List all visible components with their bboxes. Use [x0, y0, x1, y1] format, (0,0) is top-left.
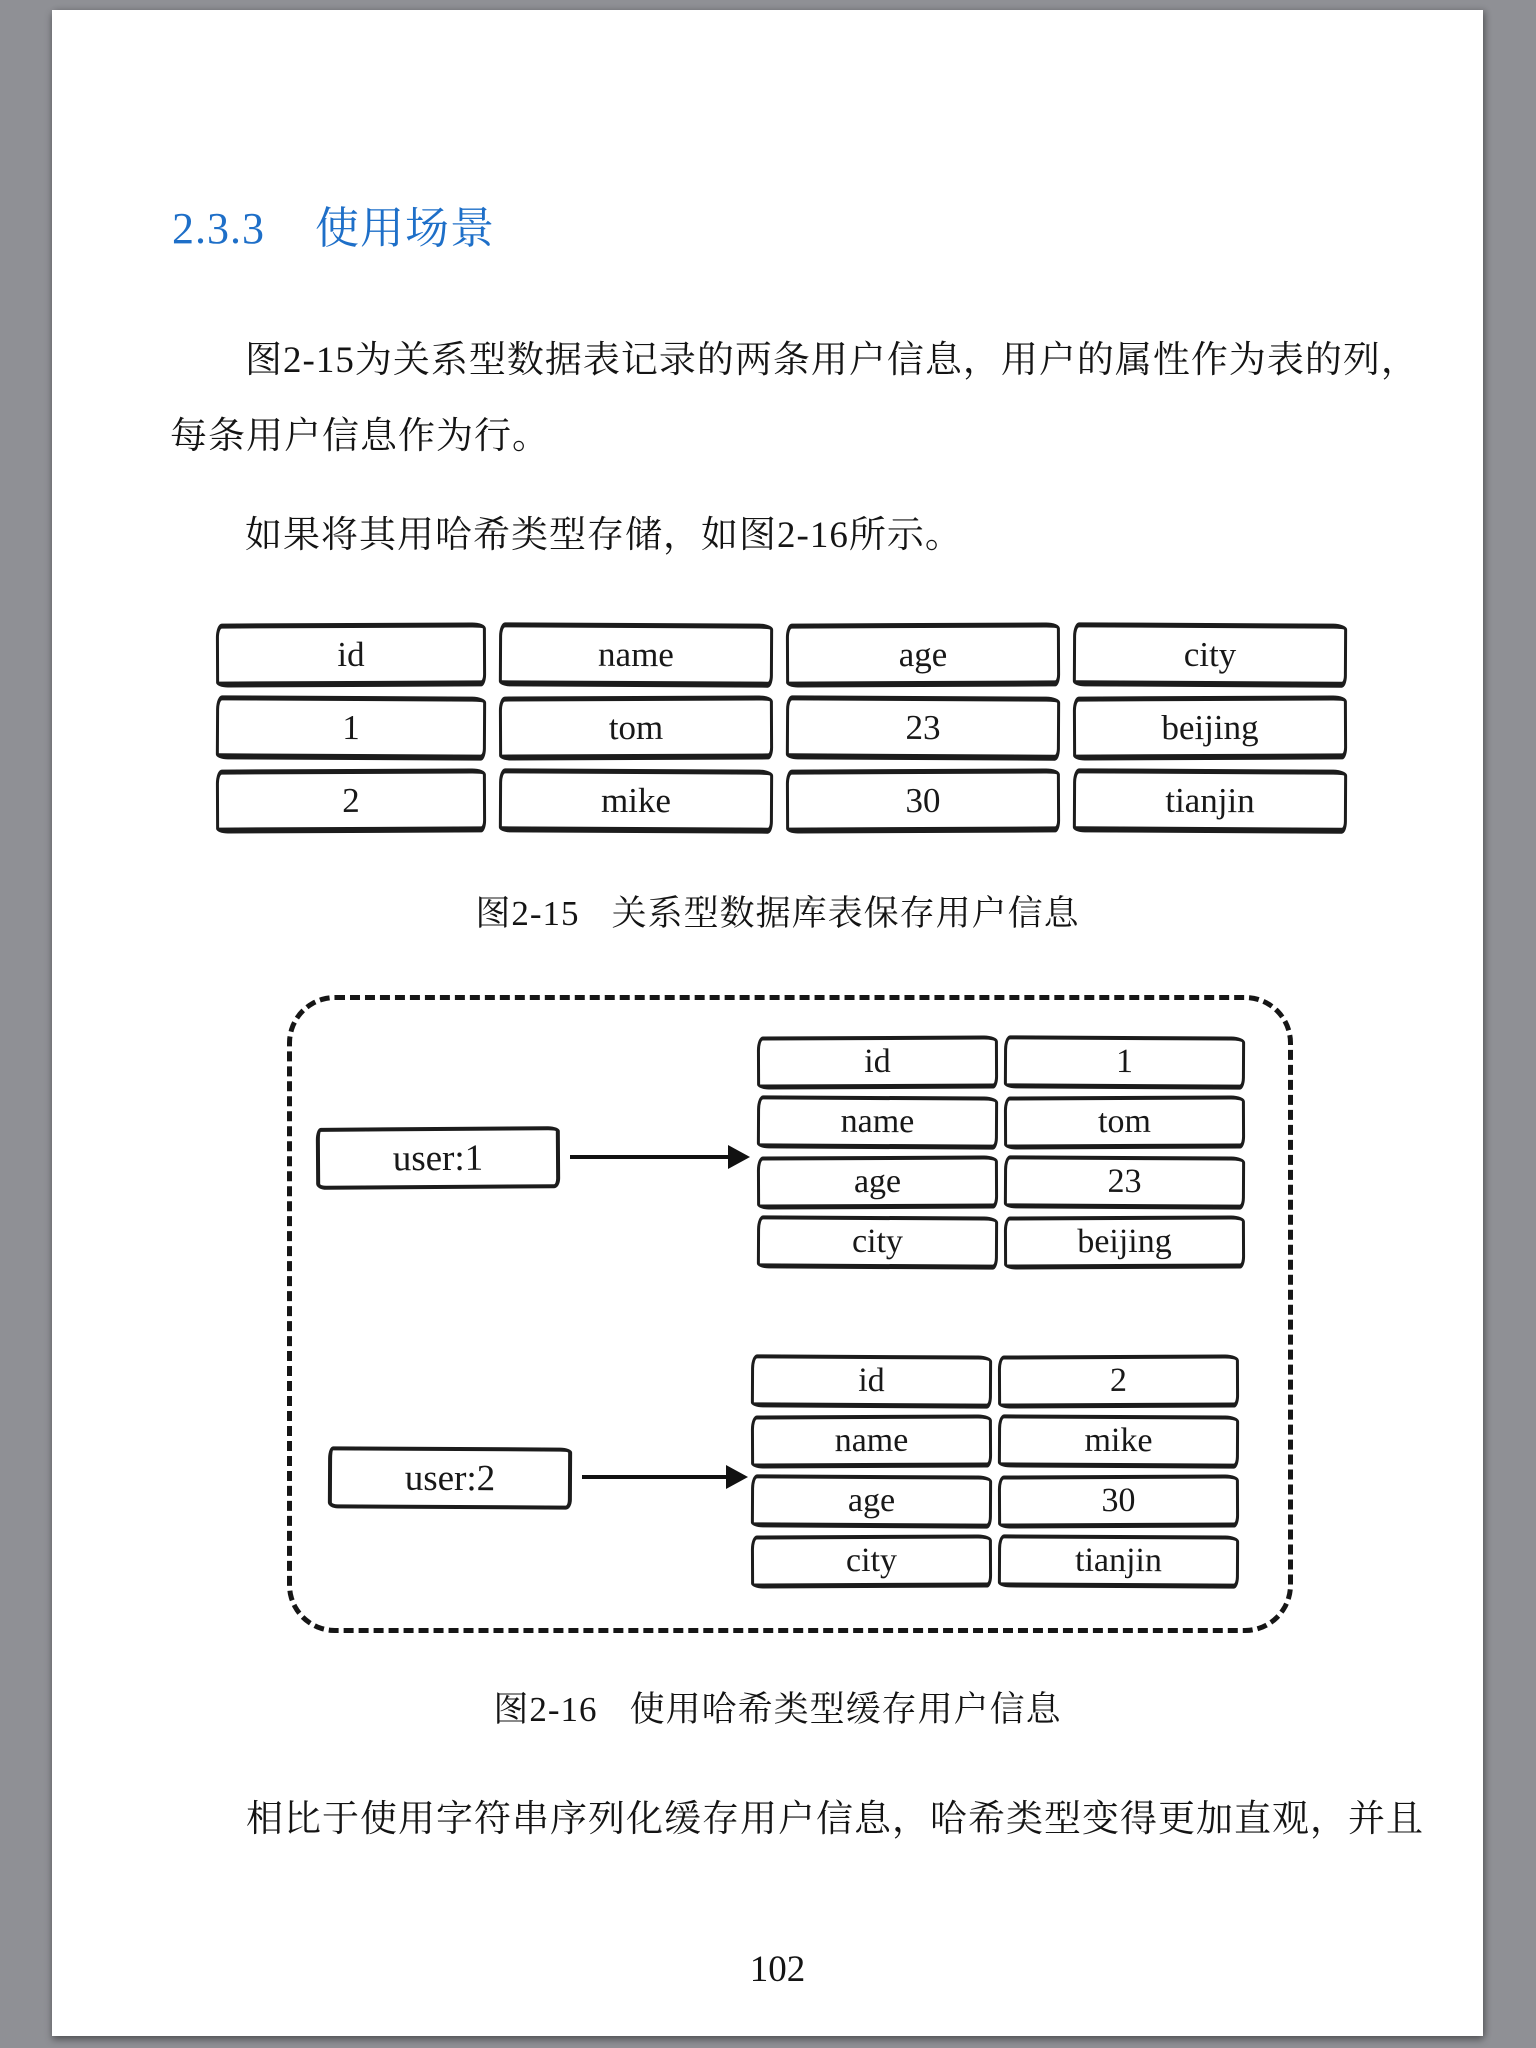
hash-row	[751, 1355, 1239, 1408]
hash-row	[757, 1156, 1245, 1209]
field-key: age	[757, 1155, 998, 1209]
field-value: 23	[1004, 1155, 1245, 1209]
hash-table-user1	[757, 1036, 1245, 1269]
hash-row	[757, 1096, 1245, 1149]
cell-id: 2	[216, 768, 486, 833]
field-value: mike	[998, 1414, 1239, 1468]
paragraph-1-line-2: 每条用户信息作为行。	[170, 416, 550, 457]
cell-name: tom	[499, 695, 773, 760]
field-key: id	[751, 1354, 992, 1408]
paragraph-3: 相比于使用字符串序列化缓存用户信息，哈希类型变得更加直观，并且	[246, 1799, 1424, 1840]
field-value: tianjin	[998, 1534, 1239, 1588]
arrow-user2-to-hash	[582, 1475, 728, 1479]
arrow-user1-to-hash	[570, 1155, 730, 1159]
hash-row	[751, 1535, 1239, 1588]
section-heading	[172, 192, 495, 256]
field-key: city	[751, 1534, 992, 1588]
header-cell-name: name	[499, 622, 773, 687]
paragraph-2: 如果将其用哈希类型存储，如图2-16所示。	[245, 515, 963, 556]
cell-id: 1	[216, 695, 486, 760]
figure-2-15-table	[216, 623, 1347, 833]
hash-row	[757, 1036, 1245, 1089]
cell-age: 23	[786, 695, 1060, 760]
field-value: tom	[1004, 1095, 1245, 1149]
header-cell-city: city	[1073, 622, 1347, 687]
figure-caption-text: 关系型数据库表保存用户信息	[611, 894, 1080, 933]
field-value: 30	[998, 1474, 1239, 1528]
field-key: name	[757, 1095, 998, 1149]
key-box-user1: user:1	[316, 1126, 560, 1190]
page-number: 102	[749, 1949, 806, 1990]
figure-label: 图2-16	[493, 1690, 598, 1729]
hash-table-user2	[751, 1355, 1239, 1588]
hash-row	[751, 1415, 1239, 1468]
hash-row	[751, 1475, 1239, 1528]
key-box-user2: user:2	[328, 1446, 572, 1509]
cell-city: beijing	[1073, 695, 1347, 760]
header-cell-id: id	[216, 622, 486, 687]
cell-city: tianjin	[1073, 768, 1347, 833]
hash-row	[757, 1216, 1245, 1269]
cell-age: 30	[786, 768, 1060, 833]
header-cell-age: age	[786, 622, 1060, 687]
section-number: 2.3.3	[172, 204, 265, 253]
field-value: 1	[1004, 1035, 1245, 1089]
field-value: beijing	[1004, 1215, 1245, 1269]
field-key: id	[757, 1035, 998, 1089]
section-title: 使用场景	[315, 204, 495, 253]
figure-2-16-caption	[72, 1682, 1483, 1732]
figure-label: 图2-15	[475, 894, 580, 933]
table-row	[216, 769, 1347, 833]
field-key: age	[751, 1474, 992, 1528]
cell-name: mike	[499, 768, 773, 833]
figure-2-15-caption	[72, 886, 1483, 936]
field-key: name	[751, 1414, 992, 1468]
figure-caption-text: 使用哈希类型缓存用户信息	[629, 1690, 1062, 1729]
field-key: city	[757, 1215, 998, 1269]
table-row	[216, 696, 1347, 760]
field-value: 2	[998, 1354, 1239, 1408]
paragraph-1-line-1: 图2-15为关系型数据表记录的两条用户信息，用户的属性作为表的列，	[245, 340, 1419, 381]
table-header-row	[216, 623, 1347, 687]
